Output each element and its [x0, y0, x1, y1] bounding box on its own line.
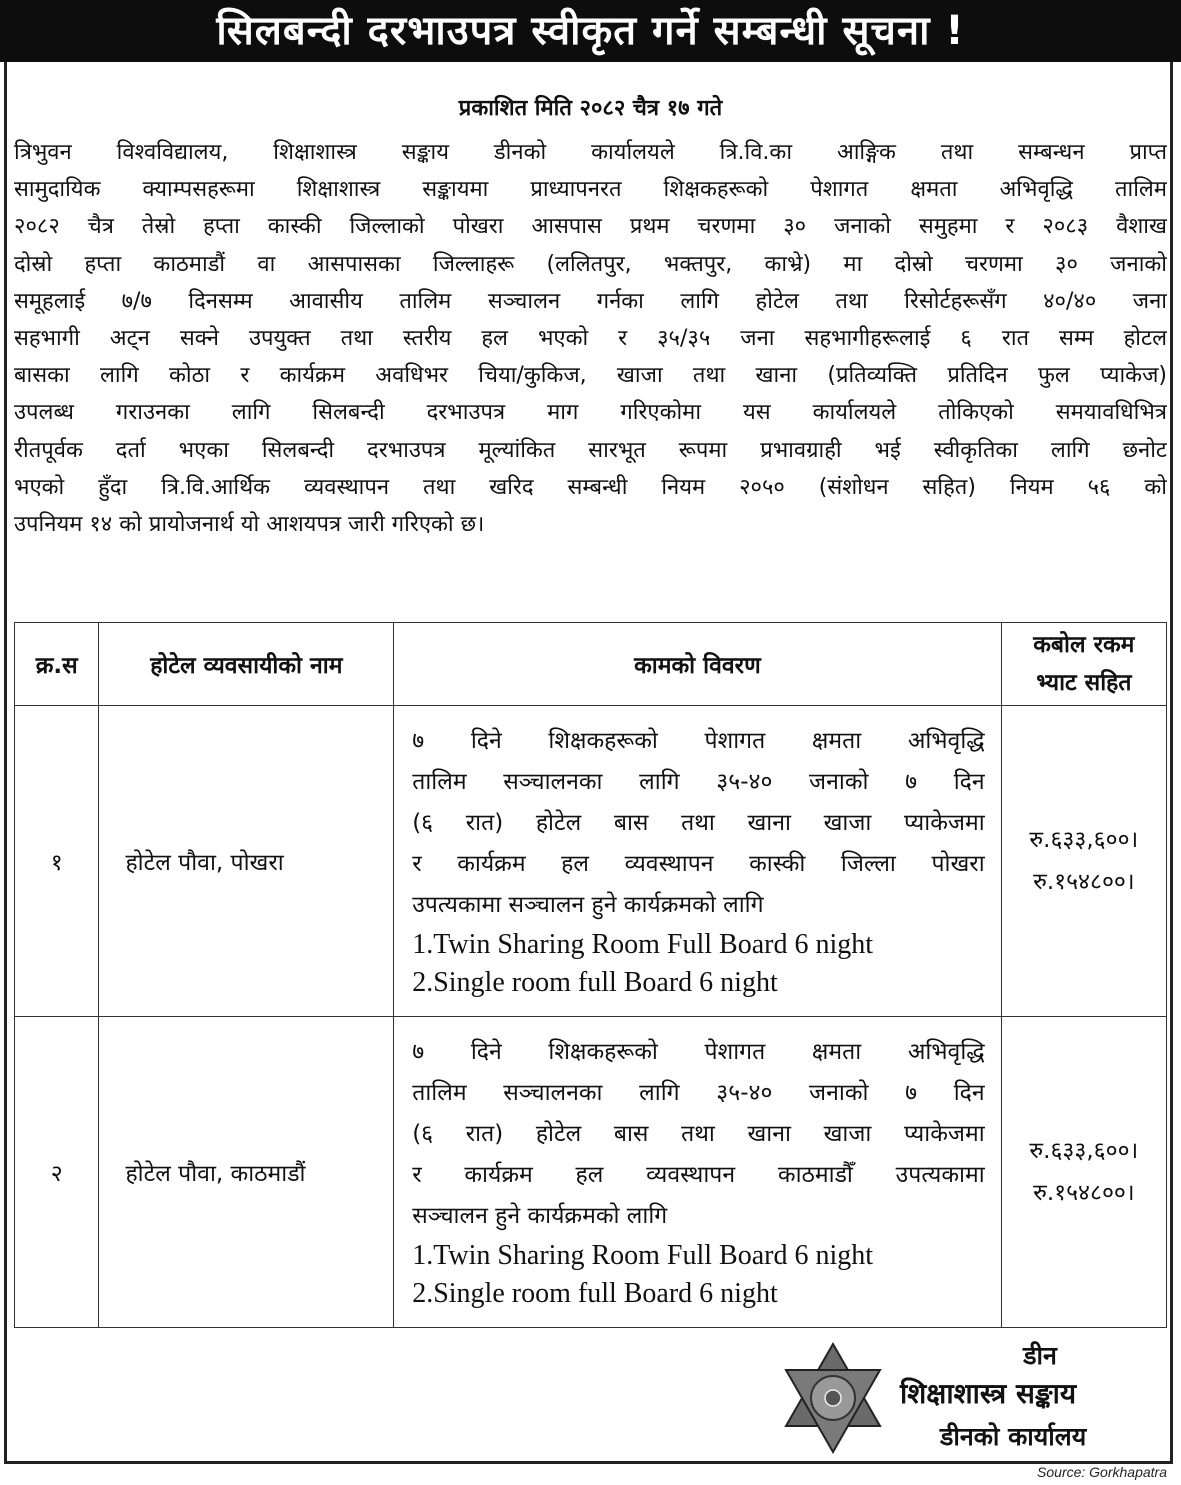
published-date: प्रकाशित मिति २०८२ चैत्र १७ गते [458, 96, 723, 121]
cell-sn: २ [15, 1017, 99, 1328]
room-item: 2.Single room full Board 6 night [412, 1277, 778, 1309]
source-credit: Source: Gorkhapatra [1037, 1464, 1167, 1480]
signature-faculty: शिक्षाशास्त्र सङ्काय [900, 1377, 1077, 1410]
desc-line: तालिम सञ्चालनका लागि ३५-४० जनाको ७ दिन [412, 1079, 985, 1106]
tribhuvan-university-emblem-icon [782, 1342, 884, 1454]
header-sn: क्र.स [15, 623, 99, 706]
body-line: बासका लागि कोठा र कार्यक्रम अवधिभर चिया/कुकिज, खाजा तथा खाना (प्रतिव्यक्ति प्रतिदिन फुल प्याकेज) [14, 363, 1167, 389]
room-item: 1.Twin Sharing Room Full Board 6 night [412, 928, 874, 960]
table-row [15, 706, 1167, 1017]
amount-twin: रु.६३३,६००। [1029, 1138, 1139, 1164]
cell-hotel: होटेल पौवा, पोखरा [99, 706, 394, 1017]
header-amount [1001, 623, 1166, 706]
header-hotel: होटेल व्यवसायीको नाम [99, 623, 394, 706]
signature-office: डीनको कार्यालय [940, 1422, 1087, 1451]
cell-description [394, 1017, 1001, 1328]
body-line: उपलब्ध गराउनका लागि सिलबन्दी दरभाउपत्र माग गरिएकोमा यस कार्यालयले तोकिएको समयावधिभित्र [14, 400, 1167, 426]
body-line: रीतपूर्वक दर्ता भएका सिलबन्दी दरभाउपत्र मूल्यांकित सारभूत रूपमा प्रभावग्राही भई स्वीकृतिका लागि छनोट [14, 437, 1167, 463]
notice-title: सिलबन्दी दरभाउपत्र स्वीकृत गर्ने सम्बन्धी सूचना ! [0, 0, 1181, 62]
amount-single: रु.१५४८००। [1033, 1180, 1135, 1206]
cell-amount [1001, 706, 1166, 1017]
desc-line: उपत्यकामा सञ्चालन हुने कार्यक्रमको लागि [412, 891, 764, 918]
header-amount-line1: कबोल रकम [1033, 632, 1135, 658]
signature-title: डीन [1023, 1341, 1057, 1370]
body-line: त्रिभुवन विश्वविद्यालय, शिक्षाशास्त्र सङ्काय डीनको कार्यालयले त्रि.वि.का आङ्गिक तथा सम्बन्धन प्राप्त [14, 140, 1167, 165]
amount-single: रु.१५४८००। [1033, 869, 1135, 895]
bid-table [14, 622, 1167, 1328]
desc-line: (६ रात) होटेल बास तथा खाना खाजा प्याकेजमा [412, 809, 985, 836]
room-item: 1.Twin Sharing Room Full Board 6 night [412, 1239, 874, 1271]
desc-line: तालिम सञ्चालनका लागि ३५-४० जनाको ७ दिन [412, 768, 985, 795]
body-line: समूहलाई ७/७ दिनसम्म आवासीय तालिम सञ्चालन गर्नका लागि होटेल तथा रिसोर्टहरूसँग ४०/४० जना [14, 288, 1167, 314]
table-row [15, 1017, 1167, 1328]
desc-line: ७ दिने शिक्षकहरूको पेशागत क्षमता अभिवृद्धि [412, 1038, 985, 1065]
body-line: सामुदायिक क्याम्पसहरूमा शिक्षाशास्त्र सङ्कायमा प्राध्यापनरत शिक्षकहरूको पेशागत क्षमता अभिवृद्धि तालिम [14, 177, 1167, 203]
header-amount-line2: भ्याट सहित [1036, 670, 1132, 696]
desc-line: ७ दिने शिक्षकहरूको पेशागत क्षमता अभिवृद्धि [412, 727, 985, 754]
desc-line: र कार्यक्रम हल व्यवस्थापन काठमाडौँ उपत्यकामा [412, 1161, 985, 1188]
desc-line: सञ्चालन हुने कार्यक्रमको लागि [412, 1202, 668, 1229]
amount-twin: रु.६३३,६००। [1029, 827, 1139, 853]
body-line: भएको हुँदा त्रि.वि.आर्थिक व्यवस्थापन तथा खरिद सम्बन्धी नियम २०५० (संशोधन सहित) नियम ५६ को [14, 474, 1167, 500]
body-line: सहभागी अट्न सक्ने उपयुक्त तथा स्तरीय हल भएको र ३५/३५ जना सहभागीहरूलाई ६ रात सम्म होटल [14, 325, 1167, 351]
desc-line: (६ रात) होटेल बास तथा खाना खाजा प्याकेजमा [412, 1120, 985, 1147]
body-line: दोस्रो हप्ता काठमाडौं वा आसपासका जिल्लाहरू (ललितपुर, भक्तपुर, काभ्रे) मा दोस्रो चरणमा ३० जनाको [14, 251, 1167, 277]
body-line: उपनियम १४ को प्रायोजनार्थ यो आशयपत्र जारी गरिएको छ। [14, 511, 485, 537]
notice-body [14, 134, 1167, 543]
table-header-row [15, 623, 1167, 706]
desc-line: र कार्यक्रम हल व्यवस्थापन कास्की जिल्ला पोखरा [412, 850, 985, 877]
room-item: 2.Single room full Board 6 night [412, 966, 778, 998]
cell-description [394, 706, 1001, 1017]
cell-sn: १ [15, 706, 99, 1017]
cell-hotel: होटेल पौवा, काठमाडौं [99, 1017, 394, 1328]
header-description: कामको विवरण [394, 623, 1001, 706]
body-line: २०८२ चैत्र तेस्रो हप्ता कास्की जिल्लाको पोखरा आसपास प्रथम चरणमा ३० जनाको समुहमा र २०८३ वैशाख [14, 214, 1167, 240]
cell-amount [1001, 1017, 1166, 1328]
